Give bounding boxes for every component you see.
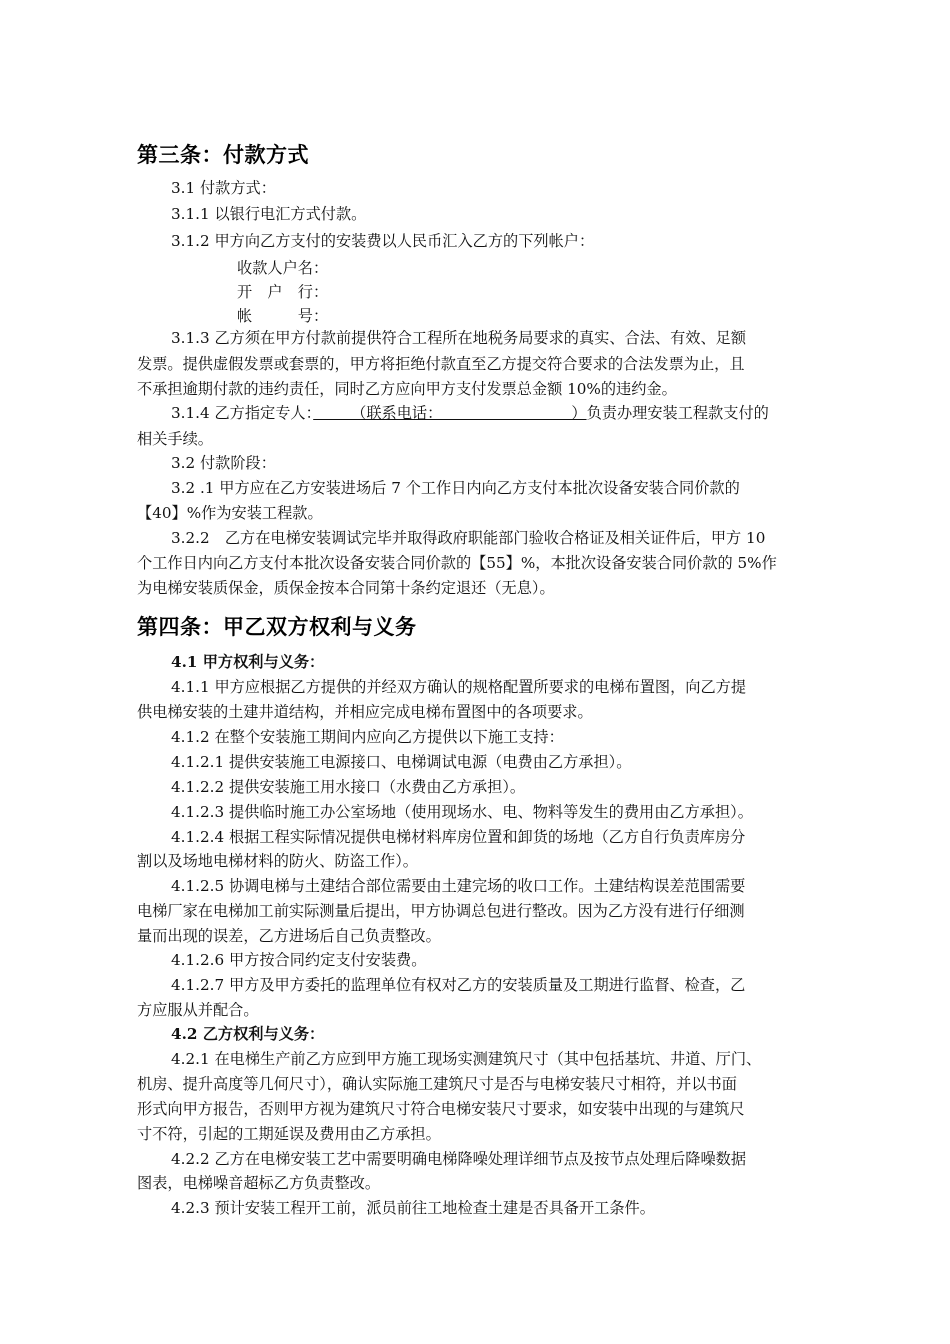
clause-4-2-1-line3: 形式向甲方报告，否则甲方视为建筑尺寸符合电梯安装尺寸要求，如安装中出现的与建筑尺 — [137, 1100, 745, 1118]
section4-heading: 第四条：甲乙双方权利与义务 — [137, 615, 417, 639]
clause-4-2-1-line4: 寸不符，引起的工期延误及费用由乙方承担。 — [137, 1125, 441, 1143]
account-name-label: 收款人户名： — [237, 259, 329, 277]
clause-4-2-1-line2: 机房、提升高度等几何尺寸），确认实际施工建筑尺寸是否与电梯安装尺寸相符，并以书面 — [137, 1075, 737, 1093]
clause-4-1-2-7-line2: 方应服从并配合。 — [137, 1001, 259, 1019]
clause-4-2-2-line1: 4.2.2 乙方在电梯安装工艺中需要明确电梯降噪处理详细节点及按节点处理后降噪数据 — [171, 1150, 747, 1168]
clause-3-1-4-line1 — [171, 403, 769, 423]
clause-3-2-2-line1: 3.2.2 乙方在电梯安装调试完毕并取得政府职能部门验收合格证及相关证件后，甲方 10 — [171, 529, 766, 547]
subsection-4-2: 4.2 乙方权利与义务： — [171, 1025, 325, 1043]
clause-3-2-1-line1: 3.2 .1 甲方应在乙方安装进场后 7 个工作日内向乙方支付本批次设备安装合同价款的 — [171, 479, 740, 497]
clause-3-1-1: 3.1.1 以银行电汇方式付款。 — [171, 205, 367, 223]
clause-3-1-3-line3: 不承担逾期付款的违约责任，同时乙方应向甲方支付发票总金额 10%的违约金。 — [137, 380, 677, 398]
clause-3-1-3-line2: 发票。提供虚假发票或套票的，甲方将拒绝付款直至乙方提交符合要求的合法发票为止，且 — [137, 355, 745, 373]
clause-3-1-2: 3.1.2 甲方向乙方支付的安装费以人民币汇入乙方的下列帐户： — [171, 232, 595, 250]
clause-4-1-2-4-line2: 割以及场地电梯材料的防火、防盗工作）。 — [137, 852, 418, 870]
clause-4-2-2-line2: 图表，电梯噪音超标乙方负责整改。 — [137, 1174, 380, 1192]
clause-4-1-2-5-line2: 电梯厂家在电梯加工前实际测量后提出，甲方协调总包进行整改。因为乙方没有进行仔细测 — [137, 902, 745, 920]
clause-4-1-2-1: 4.1.2.1 提供安装施工电源接口、电梯调试电源（电费由乙方承担）。 — [171, 753, 632, 771]
contact-blank: （联系电话： ） — [313, 404, 587, 422]
clause-4-1-2: 4.1.2 在整个安装施工期间内应向乙方提供以下施工支持： — [171, 728, 564, 746]
clause-4-1-2-3: 4.1.2.3 提供临时施工办公室场地（使用现场水、电、物料等发生的费用由乙方承担）。 — [171, 803, 753, 821]
clause-3-1-3-line1: 3.1.3 乙方须在甲方付款前提供符合工程所在地税务局要求的真实、合法、有效、足额 — [171, 329, 747, 347]
section3-heading: 第三条：付款方式 — [137, 143, 309, 167]
clause-4-1-1-line2: 供电梯安装的土建井道结构，并相应完成电梯布置图中的各项要求。 — [137, 703, 593, 721]
clause-3-2-2-line2: 个工作日内向乙方支付本批次设备安装合同价款的【55】%，本批次设备安装合同价款的 5%作 — [137, 554, 777, 572]
clause-4-1-2-7-line1: 4.1.2.7 甲方及甲方委托的监理单位有权对乙方的安装质量及工期进行监督、检查，乙 — [171, 976, 746, 994]
clause-4-1-2-5-line3: 量而出现的误差，乙方进场后自己负责整改。 — [137, 927, 441, 945]
clause-4-1-2-6: 4.1.2.6 甲方按合同约定支付安装费。 — [171, 951, 427, 969]
clause-4-1-1-line1: 4.1.1 甲方应根据乙方提供的并经双方确认的规格配置所要求的电梯布置图，向乙方提 — [171, 678, 747, 696]
clause-3-1-4-suffix: 负责办理安装工程款支付的 — [586, 404, 769, 422]
clause-4-2-1-line1: 4.2.1 在电梯生产前乙方应到甲方施工现场实测建筑尺寸（其中包括基坑、井道、厅门、 — [171, 1050, 762, 1068]
clause-4-2-3: 4.2.3 预计安装工程开工前，派员前往工地检查土建是否具备开工条件。 — [171, 1199, 655, 1217]
clause-3-2: 3.2 付款阶段： — [171, 454, 276, 472]
subsection-4-1: 4.1 甲方权利与义务： — [171, 653, 325, 671]
account-number-label: 帐 号： — [237, 307, 329, 325]
clause-3-2-2-line3: 为电梯安装质保金，质保金按本合同第十条约定退还（无息）。 — [137, 579, 555, 597]
clause-3-2-1-line2: 【40】%作为安装工程款。 — [137, 504, 323, 522]
account-bank-label: 开 户 行： — [237, 283, 329, 301]
clause-4-1-2-2: 4.1.2.2 提供安装施工用水接口（水费由乙方承担）。 — [171, 778, 526, 796]
clause-4-1-2-5-line1: 4.1.2.5 协调电梯与土建结合部位需要由土建完场的收口工作。土建结构误差范围需要 — [171, 877, 746, 895]
clause-3-1-4-line2: 相关手续。 — [137, 430, 213, 448]
clause-3-1: 3.1 付款方式： — [171, 179, 276, 197]
clause-4-1-2-4-line1: 4.1.2.4 根据工程实际情况提供电梯材料库房位置和卸货的场地（乙方自行负责库房分 — [171, 828, 746, 846]
clause-3-1-4-prefix: 3.1.4 乙方指定专人： — [171, 404, 314, 422]
